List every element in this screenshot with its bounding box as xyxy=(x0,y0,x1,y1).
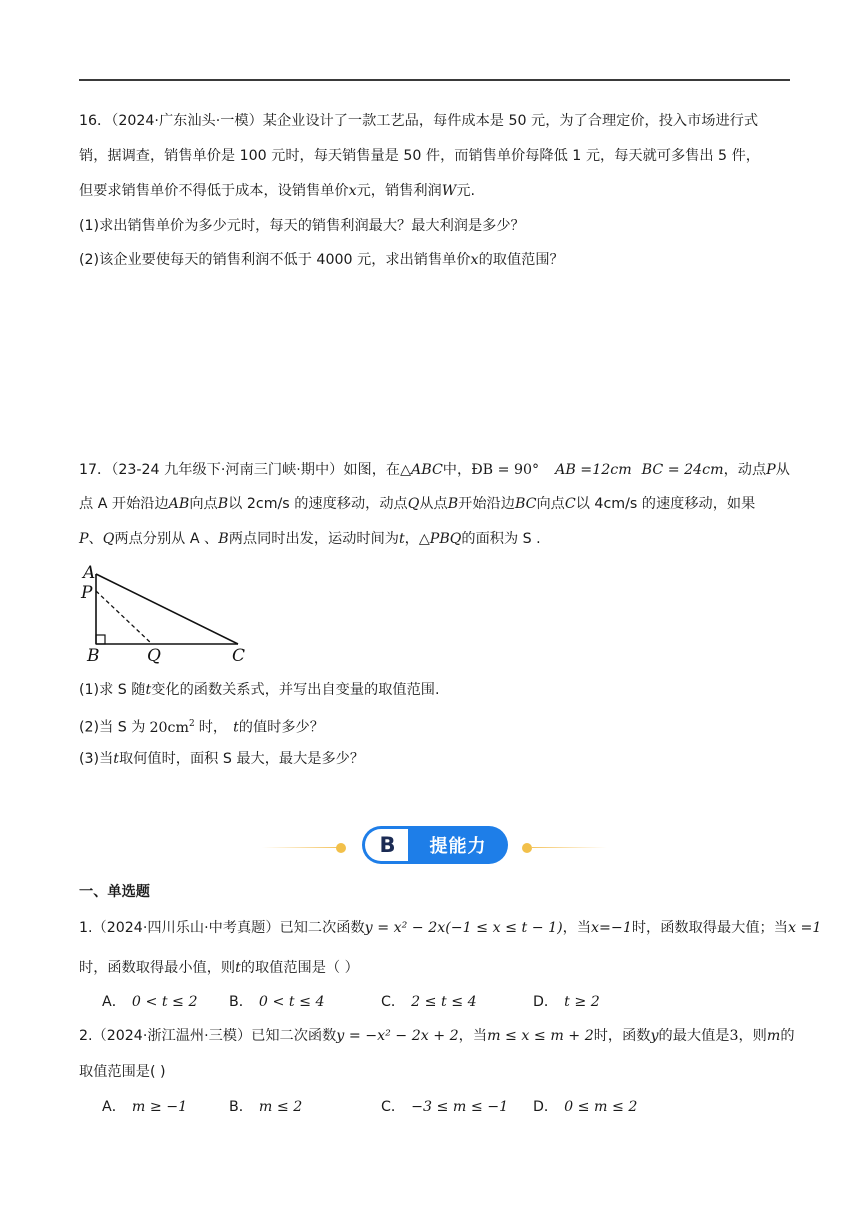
banner-letter-badge: B xyxy=(362,826,410,864)
edge-ac xyxy=(96,574,238,644)
q17-subquestion-1: (1)求 S 随t变化的函数关系式，并写出自变量的取值范围. xyxy=(79,682,440,698)
mc2-option-b[interactable]: B． m ≤ 2 xyxy=(229,1099,303,1115)
label-c: C xyxy=(232,646,246,666)
q16-line-3: 但要求销售单价不得低于成本，设销售单价x元，销售利润W元. xyxy=(79,183,476,199)
q17-line-1: 17．（23-24 九年级下·河南三门峡·期中）如图，在△ABC中，ÐB = 90° AB =12cm BC = 24cm，动点P从 xyxy=(79,462,790,478)
mc2-option-d[interactable]: D． 0 ≤ m ≤ 2 xyxy=(533,1099,638,1115)
q17-subquestion-3: (3)当t取何值时，面积 S 最大，最大是多少？ xyxy=(79,751,365,767)
q17-line-3: P、Q两点分别从 A 、B两点同时出发，运动时间为t，△PBQ的面积为 S . xyxy=(79,531,541,547)
q17-subquestion-2: (2)当 S 为 $20cm^2$ 时， t的值时多少？ xyxy=(79,719,324,736)
label-b: B xyxy=(87,646,100,666)
banner-title: 提能力 xyxy=(408,826,508,864)
label-p: P xyxy=(81,583,93,603)
mc1-option-a[interactable]: A． 0 < t ≤ 2 xyxy=(102,994,198,1010)
banner-line-left xyxy=(262,847,337,848)
q16-subquestion-1: (1)求出销售单价为多少元时，每天的销售利润最大？最大利润是多少？ xyxy=(79,218,525,234)
right-angle-marker xyxy=(96,635,105,644)
label-q: Q xyxy=(147,646,161,666)
banner-dot-right xyxy=(522,843,532,853)
q16-line-2: 销，据调查，销售单价是 100 元时，每天销售量是 50 件，而销售单价每降低 1 元，每天就可多售出 5 件， xyxy=(79,148,760,164)
banner-dot-left xyxy=(336,843,346,853)
mc1-option-d[interactable]: D． t ≥ 2 xyxy=(533,994,600,1010)
mc2-line-2: 取值范围是( ) xyxy=(79,1064,166,1080)
label-a: A xyxy=(83,563,96,583)
header-rule xyxy=(79,79,790,81)
q16-subquestion-2: (2)该企业要使每天的销售利润不低于 4000 元，求出销售单价x的取值范围？ xyxy=(79,252,564,268)
mc1-option-c[interactable]: C． 2 ≤ t ≤ 4 xyxy=(381,994,477,1010)
mc1-option-b[interactable]: B． 0 < t ≤ 4 xyxy=(229,994,325,1010)
mc2-option-c[interactable]: C． −3 ≤ m ≤ −1 xyxy=(381,1099,509,1115)
q16-line-1: 16．（2024·广东汕头·一模）某企业设计了一款工艺品，每件成本是 50 元，为了合理定价，投入市场进行式 xyxy=(79,113,759,129)
mc2-option-a[interactable]: A． m ≥ −1 xyxy=(102,1099,188,1115)
section-title: 一、单选题 xyxy=(79,884,150,900)
triangle-figure xyxy=(76,560,256,670)
q17-line-2: 点 A 开始沿边AB向点B以 2cm/s 的速度移动，动点Q从点B开始沿边BC向点C以 4cm/s 的速度移动，如果 xyxy=(79,496,756,512)
mc2-line-1: 2.（2024·浙江温州·三模）已知二次函数y = −x² − 2x + 2，当m ≤ x ≤ m + 2时，函数y的最大值是3，则m的 xyxy=(79,1028,795,1044)
mc1-line-1: 1.（2024·四川乐山·中考真题）已知二次函数y = x² − 2x(−1 ≤ x ≤ t − 1)，当x=−1时，函数取得最大值；当x =1 xyxy=(79,920,822,936)
banner-line-right xyxy=(532,847,607,848)
mc1-line-2: 时，函数取得最小值，则t的取值范围是（ ） xyxy=(79,960,359,976)
